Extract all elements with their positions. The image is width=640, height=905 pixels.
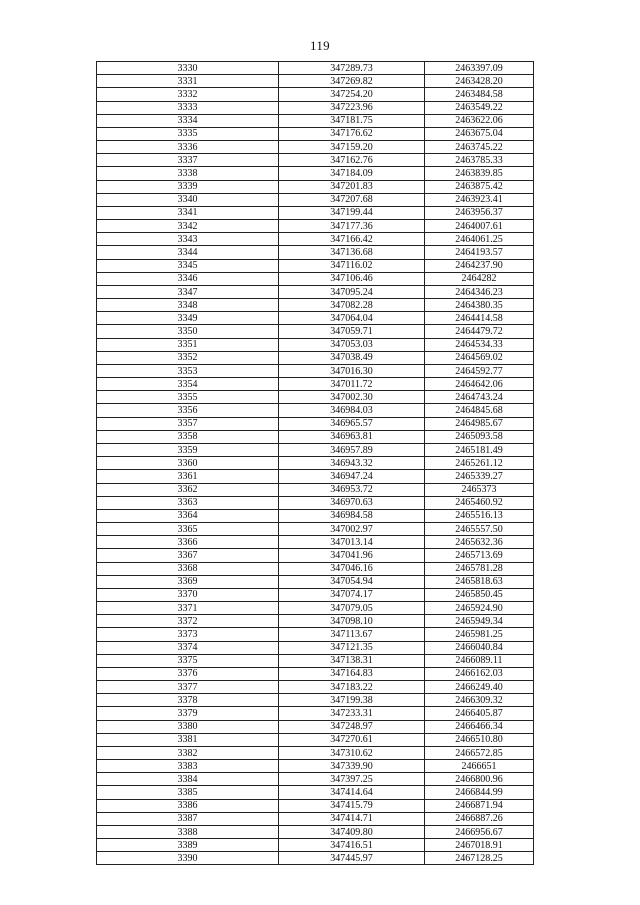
y-coordinate-cell: 2463675.04 <box>425 127 534 140</box>
y-coordinate-cell: 2464007.61 <box>425 220 534 233</box>
point-number-cell: 3375 <box>97 654 279 667</box>
point-number-cell: 3353 <box>97 364 279 377</box>
y-coordinate-cell: 2465981.25 <box>425 628 534 641</box>
x-coordinate-cell: 347176.62 <box>279 127 425 140</box>
x-coordinate-cell: 347082.28 <box>279 299 425 312</box>
y-coordinate-cell: 2464193.57 <box>425 246 534 259</box>
point-number-cell: 3374 <box>97 641 279 654</box>
point-number-cell: 3357 <box>97 417 279 430</box>
x-coordinate-cell: 347138.31 <box>279 654 425 667</box>
y-coordinate-cell: 2463397.09 <box>425 62 534 75</box>
point-number-cell: 3330 <box>97 62 279 75</box>
point-number-cell: 3377 <box>97 681 279 694</box>
y-coordinate-cell: 2465516.13 <box>425 509 534 522</box>
y-coordinate-cell: 2466956.67 <box>425 825 534 838</box>
table-row <box>97 654 534 667</box>
table-row <box>97 338 534 351</box>
table-row <box>97 483 534 496</box>
table-row <box>97 799 534 812</box>
y-coordinate-cell: 2465632.36 <box>425 536 534 549</box>
table-row <box>97 312 534 325</box>
table-row <box>97 114 534 127</box>
table-row <box>97 404 534 417</box>
table-row <box>97 206 534 219</box>
table-row <box>97 562 534 575</box>
x-coordinate-cell: 347164.83 <box>279 667 425 680</box>
x-coordinate-cell: 347106.46 <box>279 272 425 285</box>
x-coordinate-cell: 347199.38 <box>279 694 425 707</box>
y-coordinate-cell: 2464237.90 <box>425 259 534 272</box>
x-coordinate-cell: 347415.79 <box>279 799 425 812</box>
y-coordinate-cell: 2463428.20 <box>425 75 534 88</box>
y-coordinate-cell: 2464479.72 <box>425 325 534 338</box>
x-coordinate-cell: 347183.22 <box>279 681 425 694</box>
x-coordinate-cell: 346943.32 <box>279 457 425 470</box>
y-coordinate-cell: 2464414.58 <box>425 312 534 325</box>
point-number-cell: 3362 <box>97 483 279 496</box>
x-coordinate-cell: 347016.30 <box>279 364 425 377</box>
y-coordinate-cell: 2466162.03 <box>425 667 534 680</box>
table-row <box>97 746 534 759</box>
y-coordinate-cell: 2464061.25 <box>425 233 534 246</box>
table-row <box>97 62 534 75</box>
x-coordinate-cell: 347254.20 <box>279 88 425 101</box>
point-number-cell: 3347 <box>97 285 279 298</box>
x-coordinate-cell: 347269.82 <box>279 75 425 88</box>
point-number-cell: 3388 <box>97 825 279 838</box>
table-row <box>97 364 534 377</box>
point-number-cell: 3360 <box>97 457 279 470</box>
x-coordinate-cell: 347409.80 <box>279 825 425 838</box>
point-number-cell: 3348 <box>97 299 279 312</box>
table-row <box>97 720 534 733</box>
x-coordinate-cell: 347414.64 <box>279 786 425 799</box>
x-coordinate-cell: 347011.72 <box>279 378 425 391</box>
point-number-cell: 3335 <box>97 127 279 140</box>
point-number-cell: 3372 <box>97 615 279 628</box>
y-coordinate-cell: 2466887.26 <box>425 812 534 825</box>
x-coordinate-cell: 347199.44 <box>279 206 425 219</box>
x-coordinate-cell: 347207.68 <box>279 193 425 206</box>
table-row <box>97 259 534 272</box>
table-row <box>97 681 534 694</box>
coordinates-table-body <box>97 62 534 865</box>
x-coordinate-cell: 346947.24 <box>279 470 425 483</box>
point-number-cell: 3359 <box>97 443 279 456</box>
x-coordinate-cell: 347445.97 <box>279 852 425 865</box>
table-row <box>97 773 534 786</box>
table-row <box>97 351 534 364</box>
x-coordinate-cell: 347201.83 <box>279 180 425 193</box>
x-coordinate-cell: 347098.10 <box>279 615 425 628</box>
table-row <box>97 707 534 720</box>
y-coordinate-cell: 2466651 <box>425 760 534 773</box>
x-coordinate-cell: 346957.89 <box>279 443 425 456</box>
point-number-cell: 3367 <box>97 549 279 562</box>
point-number-cell: 3351 <box>97 338 279 351</box>
table-row <box>97 694 534 707</box>
table-row <box>97 641 534 654</box>
point-number-cell: 3344 <box>97 246 279 259</box>
y-coordinate-cell: 2467018.91 <box>425 839 534 852</box>
y-coordinate-cell: 2464642.06 <box>425 378 534 391</box>
x-coordinate-cell: 347177.36 <box>279 220 425 233</box>
y-coordinate-cell: 2464346.23 <box>425 285 534 298</box>
table-row <box>97 536 534 549</box>
point-number-cell: 3356 <box>97 404 279 417</box>
y-coordinate-cell: 2464592.77 <box>425 364 534 377</box>
y-coordinate-cell: 2464380.35 <box>425 299 534 312</box>
y-coordinate-cell: 2465818.63 <box>425 575 534 588</box>
table-row <box>97 127 534 140</box>
table-row <box>97 272 534 285</box>
point-number-cell: 3345 <box>97 259 279 272</box>
point-number-cell: 3334 <box>97 114 279 127</box>
y-coordinate-cell: 2463622.06 <box>425 114 534 127</box>
point-number-cell: 3352 <box>97 351 279 364</box>
x-coordinate-cell: 347162.76 <box>279 154 425 167</box>
point-number-cell: 3385 <box>97 786 279 799</box>
x-coordinate-cell: 347041.96 <box>279 549 425 562</box>
page-number: 119 <box>310 38 330 53</box>
x-coordinate-cell: 346984.03 <box>279 404 425 417</box>
y-coordinate-cell: 2466572.85 <box>425 746 534 759</box>
x-coordinate-cell: 347248.97 <box>279 720 425 733</box>
point-number-cell: 3376 <box>97 667 279 680</box>
x-coordinate-cell: 346965.57 <box>279 417 425 430</box>
table-row <box>97 760 534 773</box>
table-row <box>97 233 534 246</box>
y-coordinate-cell: 2463484.58 <box>425 88 534 101</box>
y-coordinate-cell: 2465339.27 <box>425 470 534 483</box>
x-coordinate-cell: 346970.63 <box>279 496 425 509</box>
point-number-cell: 3387 <box>97 812 279 825</box>
point-number-cell: 3333 <box>97 101 279 114</box>
y-coordinate-cell: 2463956.37 <box>425 206 534 219</box>
point-number-cell: 3370 <box>97 588 279 601</box>
point-number-cell: 3382 <box>97 746 279 759</box>
table-row <box>97 101 534 114</box>
y-coordinate-cell: 2464569.02 <box>425 351 534 364</box>
point-number-cell: 3368 <box>97 562 279 575</box>
table-row <box>97 667 534 680</box>
table-row <box>97 430 534 443</box>
x-coordinate-cell: 347310.62 <box>279 746 425 759</box>
x-coordinate-cell: 347136.68 <box>279 246 425 259</box>
y-coordinate-cell: 2465949.34 <box>425 615 534 628</box>
point-number-cell: 3373 <box>97 628 279 641</box>
table-row <box>97 509 534 522</box>
coordinates-table <box>96 61 534 865</box>
table-row <box>97 812 534 825</box>
x-coordinate-cell: 347079.05 <box>279 602 425 615</box>
table-row <box>97 839 534 852</box>
point-number-cell: 3336 <box>97 141 279 154</box>
x-coordinate-cell: 347159.20 <box>279 141 425 154</box>
point-number-cell: 3390 <box>97 852 279 865</box>
table-row <box>97 75 534 88</box>
x-coordinate-cell: 347339.90 <box>279 760 425 773</box>
table-row <box>97 733 534 746</box>
point-number-cell: 3369 <box>97 575 279 588</box>
x-coordinate-cell: 347046.16 <box>279 562 425 575</box>
x-coordinate-cell: 347289.73 <box>279 62 425 75</box>
table-row <box>97 193 534 206</box>
point-number-cell: 3381 <box>97 733 279 746</box>
x-coordinate-cell: 347121.35 <box>279 641 425 654</box>
point-number-cell: 3389 <box>97 839 279 852</box>
table-row <box>97 549 534 562</box>
x-coordinate-cell: 347166.42 <box>279 233 425 246</box>
table-row <box>97 141 534 154</box>
table-row <box>97 786 534 799</box>
y-coordinate-cell: 2464743.24 <box>425 391 534 404</box>
y-coordinate-cell: 2463839.85 <box>425 167 534 180</box>
y-coordinate-cell: 2465713.69 <box>425 549 534 562</box>
y-coordinate-cell: 2467128.25 <box>425 852 534 865</box>
x-coordinate-cell: 347002.30 <box>279 391 425 404</box>
x-coordinate-cell: 346953.72 <box>279 483 425 496</box>
x-coordinate-cell: 347223.96 <box>279 101 425 114</box>
x-coordinate-cell: 347074.17 <box>279 588 425 601</box>
point-number-cell: 3383 <box>97 760 279 773</box>
x-coordinate-cell: 347053.03 <box>279 338 425 351</box>
point-number-cell: 3337 <box>97 154 279 167</box>
x-coordinate-cell: 347397.25 <box>279 773 425 786</box>
point-number-cell: 3378 <box>97 694 279 707</box>
y-coordinate-cell: 2466800.96 <box>425 773 534 786</box>
table-row <box>97 496 534 509</box>
y-coordinate-cell: 2464985.67 <box>425 417 534 430</box>
point-number-cell: 3361 <box>97 470 279 483</box>
table-row <box>97 615 534 628</box>
y-coordinate-cell: 2466040.84 <box>425 641 534 654</box>
y-coordinate-cell: 2465781.28 <box>425 562 534 575</box>
point-number-cell: 3349 <box>97 312 279 325</box>
point-number-cell: 3379 <box>97 707 279 720</box>
point-number-cell: 3384 <box>97 773 279 786</box>
table-row <box>97 523 534 536</box>
table-row <box>97 325 534 338</box>
point-number-cell: 3358 <box>97 430 279 443</box>
point-number-cell: 3355 <box>97 391 279 404</box>
y-coordinate-cell: 2464845.68 <box>425 404 534 417</box>
y-coordinate-cell: 2466405.87 <box>425 707 534 720</box>
x-coordinate-cell: 347095.24 <box>279 285 425 298</box>
y-coordinate-cell: 2465261.12 <box>425 457 534 470</box>
x-coordinate-cell: 347184.09 <box>279 167 425 180</box>
table-row <box>97 457 534 470</box>
x-coordinate-cell: 346963.81 <box>279 430 425 443</box>
table-row <box>97 417 534 430</box>
table-row <box>97 246 534 259</box>
table-row <box>97 378 534 391</box>
x-coordinate-cell: 347270.61 <box>279 733 425 746</box>
point-number-cell: 3339 <box>97 180 279 193</box>
table-row <box>97 588 534 601</box>
x-coordinate-cell: 347064.04 <box>279 312 425 325</box>
table-row <box>97 575 534 588</box>
y-coordinate-cell: 2463785.33 <box>425 154 534 167</box>
y-coordinate-cell: 2464534.33 <box>425 338 534 351</box>
y-coordinate-cell: 2465093.58 <box>425 430 534 443</box>
point-number-cell: 3331 <box>97 75 279 88</box>
y-coordinate-cell: 2466309.32 <box>425 694 534 707</box>
table-row <box>97 154 534 167</box>
y-coordinate-cell: 2463745.22 <box>425 141 534 154</box>
y-coordinate-cell: 2465373 <box>425 483 534 496</box>
point-number-cell: 3363 <box>97 496 279 509</box>
table-row <box>97 285 534 298</box>
table-row <box>97 443 534 456</box>
table-row <box>97 391 534 404</box>
point-number-cell: 3343 <box>97 233 279 246</box>
x-coordinate-cell: 347233.31 <box>279 707 425 720</box>
table-row <box>97 220 534 233</box>
y-coordinate-cell: 2464282 <box>425 272 534 285</box>
table-row <box>97 628 534 641</box>
x-coordinate-cell: 347414.71 <box>279 812 425 825</box>
point-number-cell: 3346 <box>97 272 279 285</box>
y-coordinate-cell: 2465460.92 <box>425 496 534 509</box>
point-number-cell: 3340 <box>97 193 279 206</box>
table-row <box>97 852 534 865</box>
point-number-cell: 3342 <box>97 220 279 233</box>
x-coordinate-cell: 347059.71 <box>279 325 425 338</box>
point-number-cell: 3338 <box>97 167 279 180</box>
x-coordinate-cell: 347116.02 <box>279 259 425 272</box>
x-coordinate-cell: 347113.67 <box>279 628 425 641</box>
point-number-cell: 3371 <box>97 602 279 615</box>
x-coordinate-cell: 347002.97 <box>279 523 425 536</box>
x-coordinate-cell: 347181.75 <box>279 114 425 127</box>
point-number-cell: 3332 <box>97 88 279 101</box>
y-coordinate-cell: 2465850.45 <box>425 588 534 601</box>
table-row <box>97 167 534 180</box>
y-coordinate-cell: 2465181.49 <box>425 443 534 456</box>
y-coordinate-cell: 2463549.22 <box>425 101 534 114</box>
y-coordinate-cell: 2466089.11 <box>425 654 534 667</box>
y-coordinate-cell: 2466510.80 <box>425 733 534 746</box>
x-coordinate-cell: 347038.49 <box>279 351 425 364</box>
table-row <box>97 88 534 101</box>
y-coordinate-cell: 2463875.42 <box>425 180 534 193</box>
point-number-cell: 3365 <box>97 523 279 536</box>
table-row <box>97 825 534 838</box>
point-number-cell: 3350 <box>97 325 279 338</box>
x-coordinate-cell: 347054.94 <box>279 575 425 588</box>
table-row <box>97 470 534 483</box>
point-number-cell: 3364 <box>97 509 279 522</box>
point-number-cell: 3386 <box>97 799 279 812</box>
table-row <box>97 299 534 312</box>
y-coordinate-cell: 2463923.41 <box>425 193 534 206</box>
point-number-cell: 3366 <box>97 536 279 549</box>
point-number-cell: 3354 <box>97 378 279 391</box>
point-number-cell: 3380 <box>97 720 279 733</box>
x-coordinate-cell: 347013.14 <box>279 536 425 549</box>
table-row <box>97 602 534 615</box>
y-coordinate-cell: 2466871.94 <box>425 799 534 812</box>
table-row <box>97 180 534 193</box>
y-coordinate-cell: 2465557.50 <box>425 523 534 536</box>
y-coordinate-cell: 2465924.90 <box>425 602 534 615</box>
y-coordinate-cell: 2466249.40 <box>425 681 534 694</box>
x-coordinate-cell: 346984.58 <box>279 509 425 522</box>
point-number-cell: 3341 <box>97 206 279 219</box>
y-coordinate-cell: 2466466.34 <box>425 720 534 733</box>
x-coordinate-cell: 347416.51 <box>279 839 425 852</box>
y-coordinate-cell: 2466844.99 <box>425 786 534 799</box>
